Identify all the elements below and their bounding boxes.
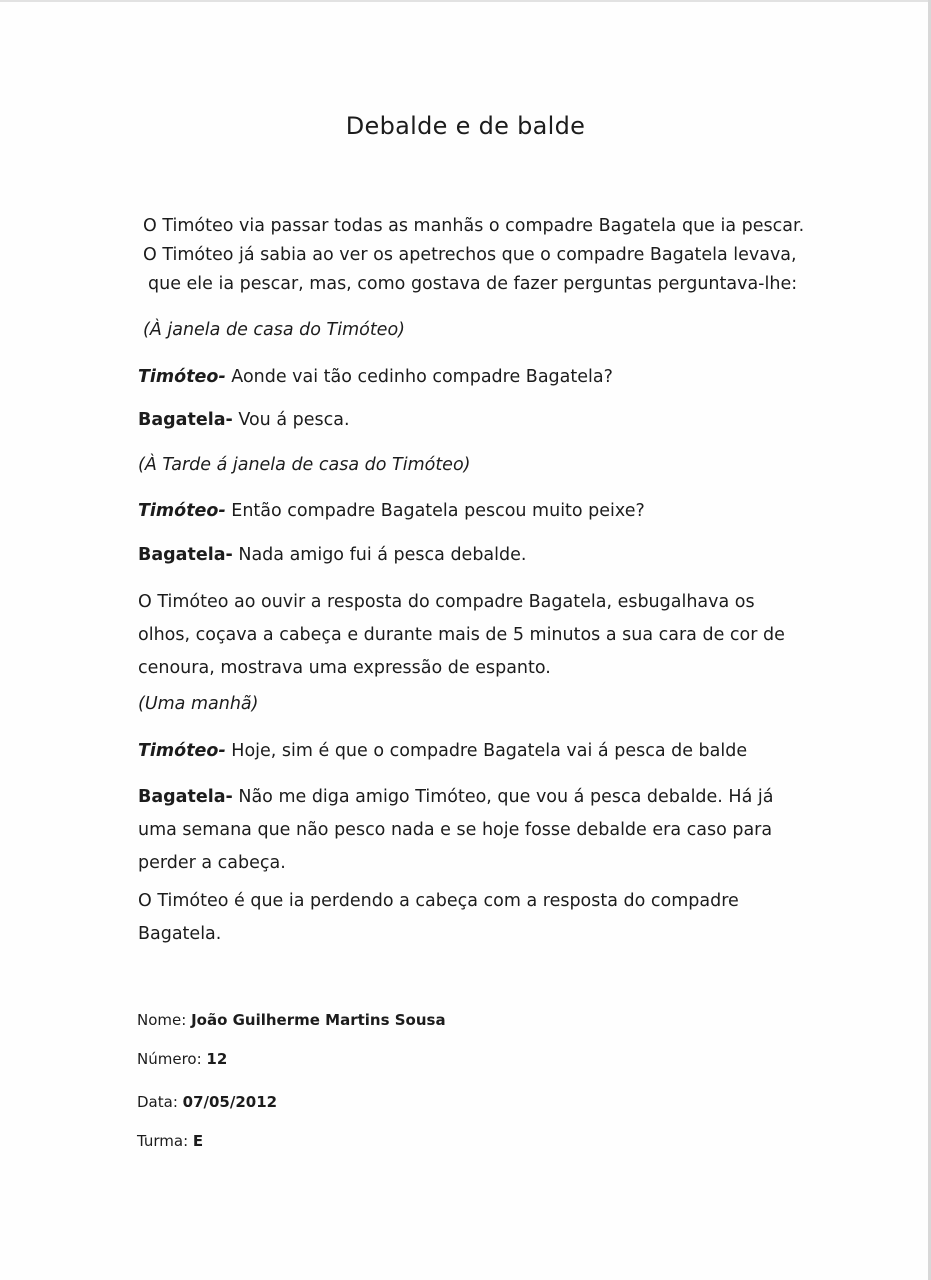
meta-number-label: Número: — [137, 1050, 207, 1068]
intro-line-1: O Timóteo via passar todas as manhãs o compadre Bagatela que ia pescar. — [143, 216, 805, 236]
stage-direction-2: (À Tarde á janela de casa do Timóteo) — [138, 455, 471, 475]
meta-number-value: 12 — [206, 1050, 228, 1068]
meta-class-label: Turma: — [137, 1132, 193, 1150]
speaker-bagatela: Bagatela- — [138, 545, 233, 565]
narrative-line-1: O Timóteo ao ouvir a resposta do compadre Bagatela, esbugalhava os — [138, 592, 755, 612]
narrative-line-2: olhos, coçava a cabeça e durante mais de 5 minutos a sua cara de cor de — [138, 625, 785, 645]
narrative-paragraph-2 — [138, 887, 818, 949]
meta-class-value: E — [192, 1132, 204, 1150]
dialogue-bagatela-3 — [138, 783, 818, 878]
meta-date-value: 07/05/2012 — [182, 1093, 278, 1111]
speaker-bagatela: Bagatela- — [138, 787, 233, 807]
meta-name-value: João Guilherme Martins Sousa — [191, 1011, 446, 1029]
page-edge-top — [0, 0, 931, 2]
meta-class — [137, 1131, 203, 1151]
dialogue-text: Aonde vai tão cedinho compadre Bagatela? — [225, 367, 613, 387]
dialogue-timoteo-1 — [138, 363, 818, 392]
dialogue-text: Nada amigo fui á pesca debalde. — [232, 545, 527, 565]
dialogue-timoteo-2 — [138, 497, 818, 526]
dialogue-text-line-3: perder a cabeça. — [138, 853, 286, 873]
narrative-line-2: Bagatela. — [138, 924, 222, 944]
meta-number — [137, 1049, 227, 1069]
dialogue-bagatela-1 — [138, 406, 818, 435]
intro-paragraph — [143, 212, 823, 299]
narrative-line-3: cenoura, mostrava uma expressão de espanto. — [138, 658, 551, 678]
dialogue-timoteo-3 — [138, 737, 818, 766]
document-title: Debalde e de balde — [345, 112, 586, 140]
dialogue-text: Hoje, sim é que o compadre Bagatela vai á pesca de balde — [225, 741, 748, 761]
dialogue-text-line-1: Não me diga amigo Timóteo, que vou á pesca debalde. Há já — [232, 787, 774, 807]
dialogue-text: Vou á pesca. — [232, 410, 350, 430]
dialogue-bagatela-2 — [138, 541, 818, 570]
stage-direction-3: (Uma manhã) — [138, 694, 259, 714]
narrative-line-1: O Timóteo é que ia perdendo a cabeça com a resposta do compadre — [138, 891, 739, 911]
dialogue-text-line-2: uma semana que não pesco nada e se hoje fosse debalde era caso para — [138, 820, 773, 840]
narrative-paragraph-1 — [138, 588, 818, 683]
speaker-timoteo: Timóteo- — [138, 741, 226, 761]
intro-line-3: que ele ia pescar, mas, como gostava de fazer perguntas perguntava-lhe: — [148, 274, 798, 294]
meta-name-label: Nome: — [137, 1011, 192, 1029]
stage-direction-1: (À janela de casa do Timóteo) — [143, 320, 405, 340]
meta-date — [137, 1092, 277, 1112]
speaker-timoteo: Timóteo- — [138, 501, 226, 521]
dialogue-text: Então compadre Bagatela pescou muito peixe? — [225, 501, 645, 521]
meta-name — [137, 1010, 446, 1030]
intro-line-2: O Timóteo já sabia ao ver os apetrechos que o compadre Bagatela levava, — [143, 245, 797, 265]
meta-date-label: Data: — [137, 1093, 183, 1111]
speaker-bagatela: Bagatela- — [138, 410, 233, 430]
speaker-timoteo: Timóteo- — [138, 367, 226, 387]
